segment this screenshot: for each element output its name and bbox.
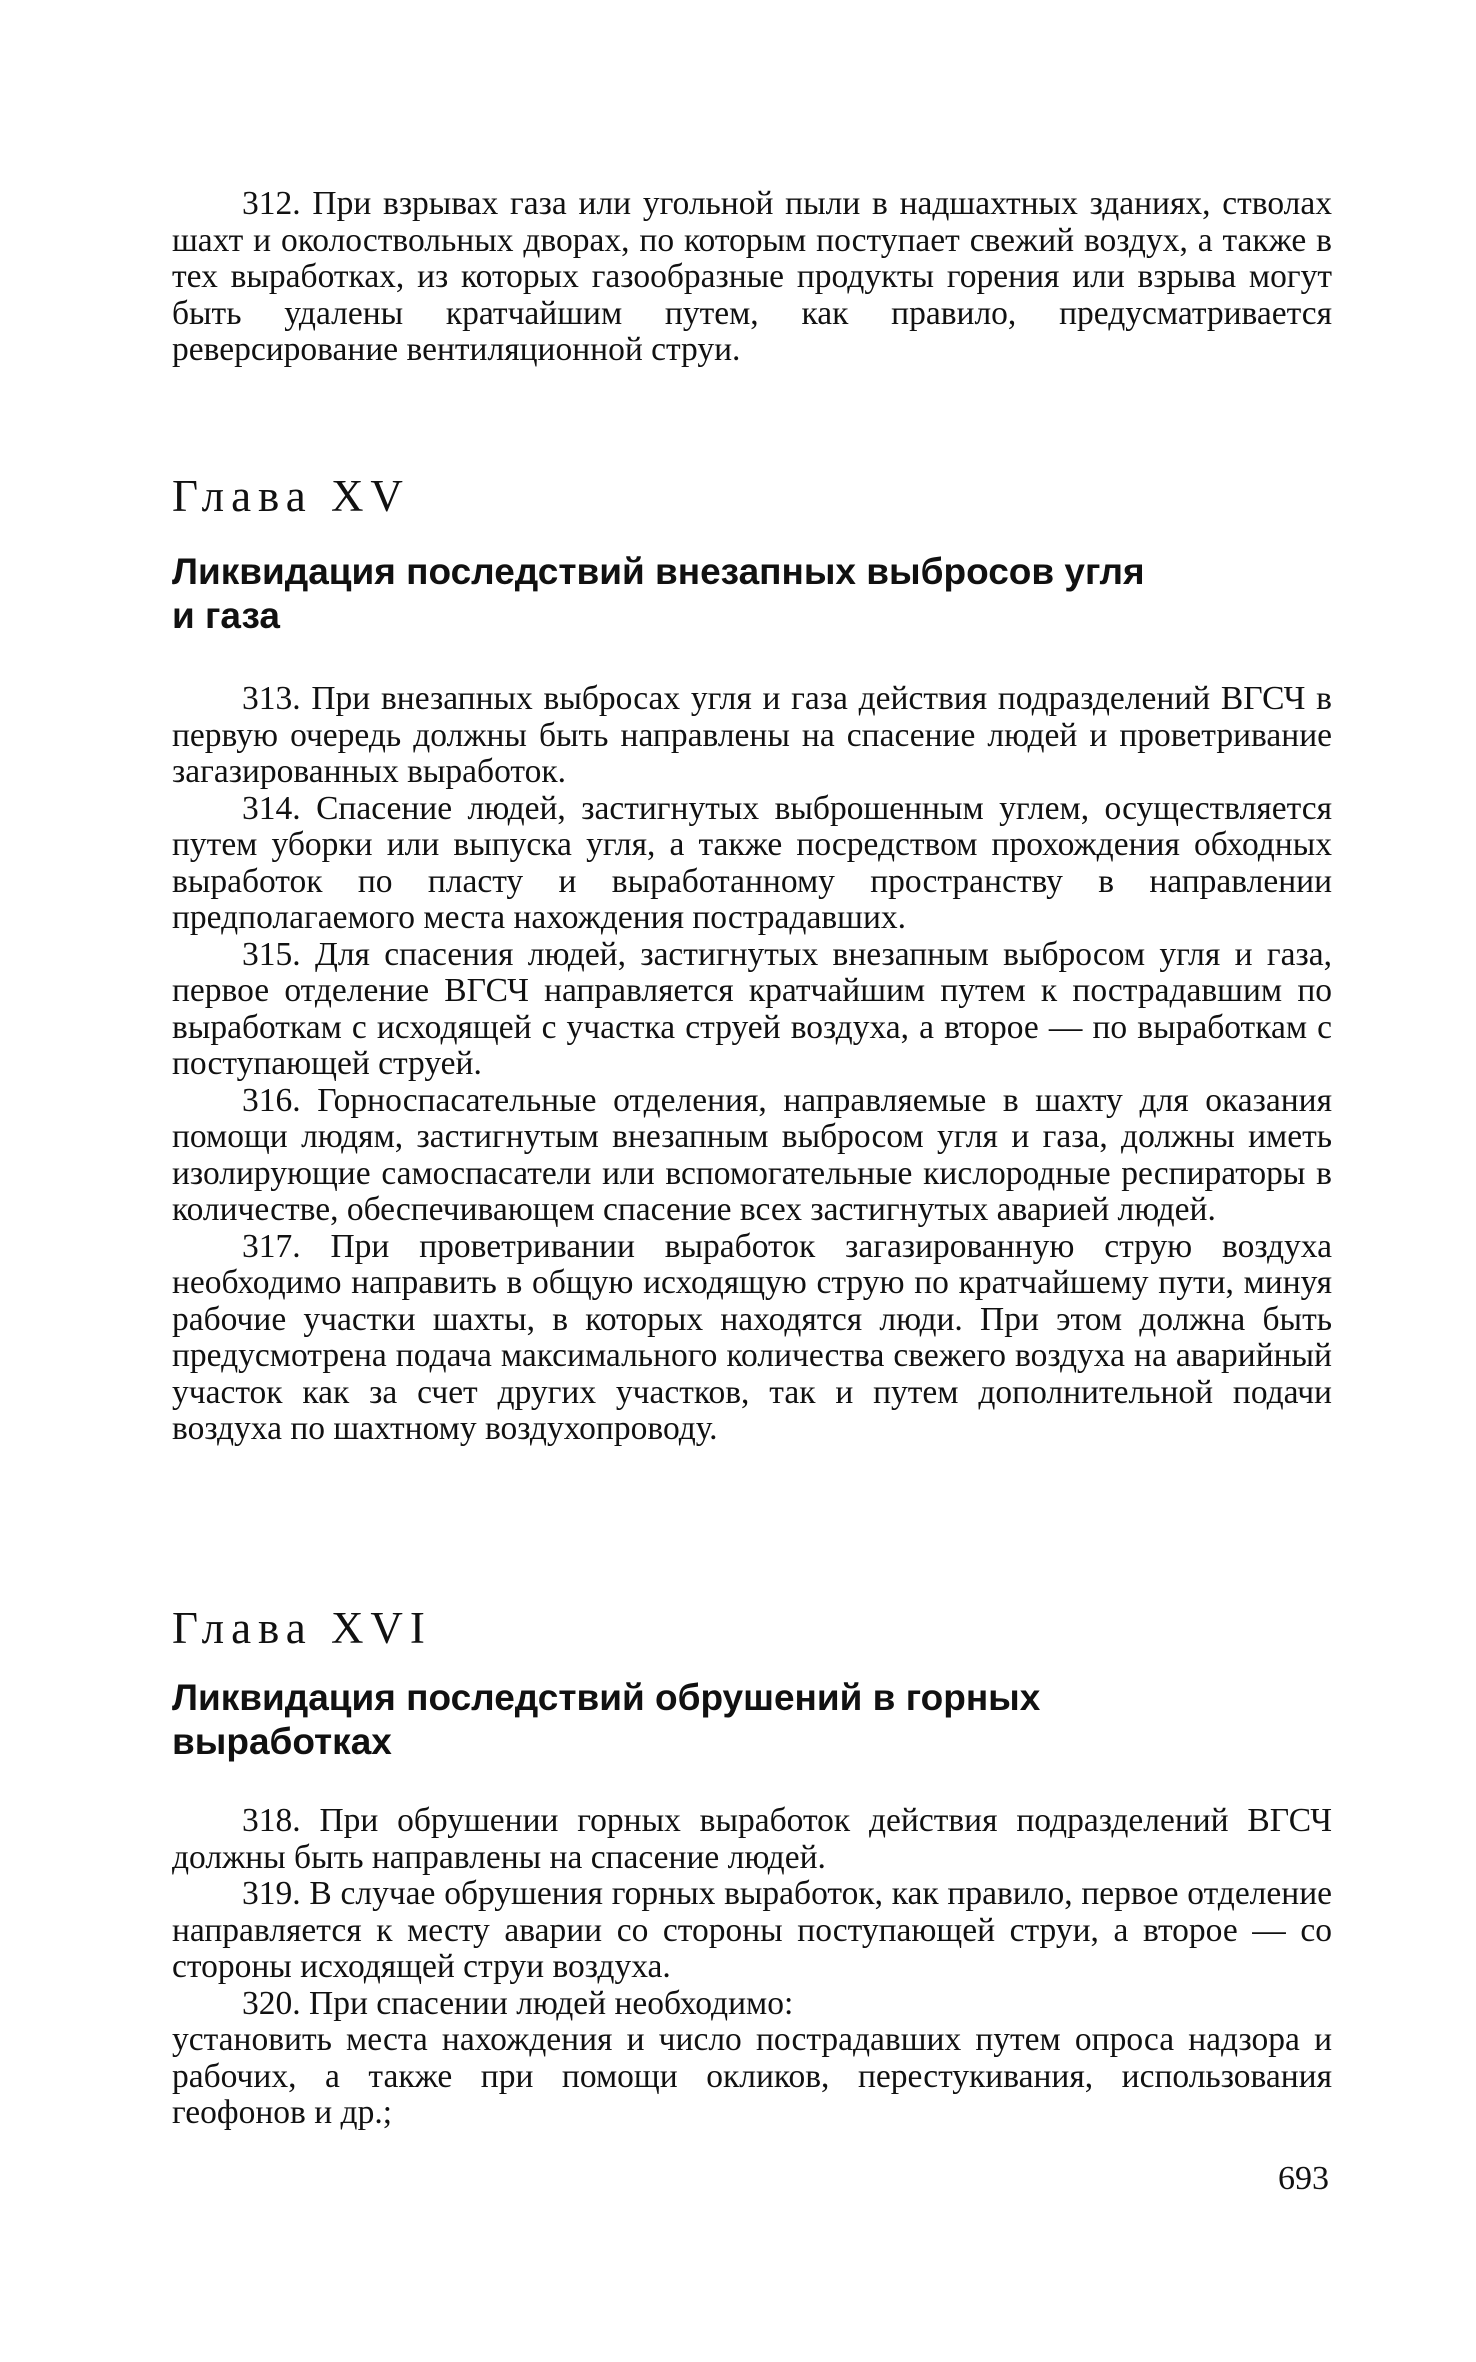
- chapter-15-title: Ликвидация последствий внезапных выбросов угля и газа: [172, 551, 1145, 636]
- paragraph-316: 316. Горноспасательные отделения, направляемые в шахту для оказания помощи людям, застигнутым внезапным выбросом угля и газа, должны иметь изолирующие самоспасатели или вспомогательные кислородные респираторы в количестве, обеспечивающем спасение всех застигнутых аварией людей.: [172, 1081, 1332, 1228]
- paragraph-315: 315. Для спасения людей, застигнутых внезапным выбросом угля и газа, первое отделение ВГСЧ направляется кратчайшим путем к пострадавшим по выработкам с исходящей с участка струей воздуха, а второе — по выработкам с поступающей струей.: [172, 935, 1332, 1082]
- paragraph-320: 320. При спасении людей необходимо:: [242, 1984, 794, 2022]
- chapter-16-number: Глава XVI: [172, 1603, 432, 1653]
- chapter-15-body: [172, 681, 1332, 1448]
- paragraph-319: 319. В случае обрушения горных выработок, как правило, первое отделение направляется к месту аварии со стороны поступающей струи, а второе — со стороны исходящей струи воздуха.: [172, 1875, 1332, 1985]
- paragraph-317: 317. При проветривании выработок загазированную струю воздуха необходимо направить в общую исходящую струю по кратчайшему пути, минуя рабочие участки шахты, в которых находятся люди. При этом должна быть предусмотрена подача максимального количества свежего воздуха на аварийный участок как за счет других участков, так и путем дополнительной подачи воздуха по шахтному воздухопроводу.: [172, 1227, 1332, 1447]
- chapter-15-number: Глава XV: [172, 471, 410, 521]
- paragraph-318: 318. При обрушении горных выработок действия подразделений ВГСЧ должны быть направлены на спасение людей.: [172, 1802, 1332, 1876]
- chapter-16-body: [172, 1803, 1332, 2132]
- paragraph-320-item: установить места нахождения и число пострадавших путем опроса надзора и рабочих, а также при помощи окликов, перестукивания, использования геофонов и др.;: [172, 2021, 1332, 2131]
- page-number: 693: [1278, 2160, 1329, 2197]
- paragraph-block: [172, 186, 1332, 369]
- paragraph-314: 314. Спасение людей, застигнутых выброшенным углем, осуществляется путем уборки или выпуска угля, а также посредством прохождения обходных выработок по пласту и выработанному пространству в направлении предполагаемого места нахождения пострадавших.: [172, 789, 1332, 936]
- paragraph-312: 312. При взрывах газа или угольной пыли в надшахтных зданиях, стволах шахт и околоствольных дворах, по которым поступает свежий воздух, а также в тех выработках, из которых газообразные продукты горения или взрыва могут быть удалены кратчайшим путем, как правило, предусматривается реверсирование вентиляционной струи.: [172, 185, 1332, 368]
- paragraph-313: 313. При внезапных выбросах угля и газа действия подразделений ВГСЧ в первую очередь должны быть направлены на спасение людей и проветривание загазированных выработок.: [172, 680, 1332, 790]
- chapter-16-title: Ликвидация последствий обрушений в горных выработках: [172, 1677, 1041, 1762]
